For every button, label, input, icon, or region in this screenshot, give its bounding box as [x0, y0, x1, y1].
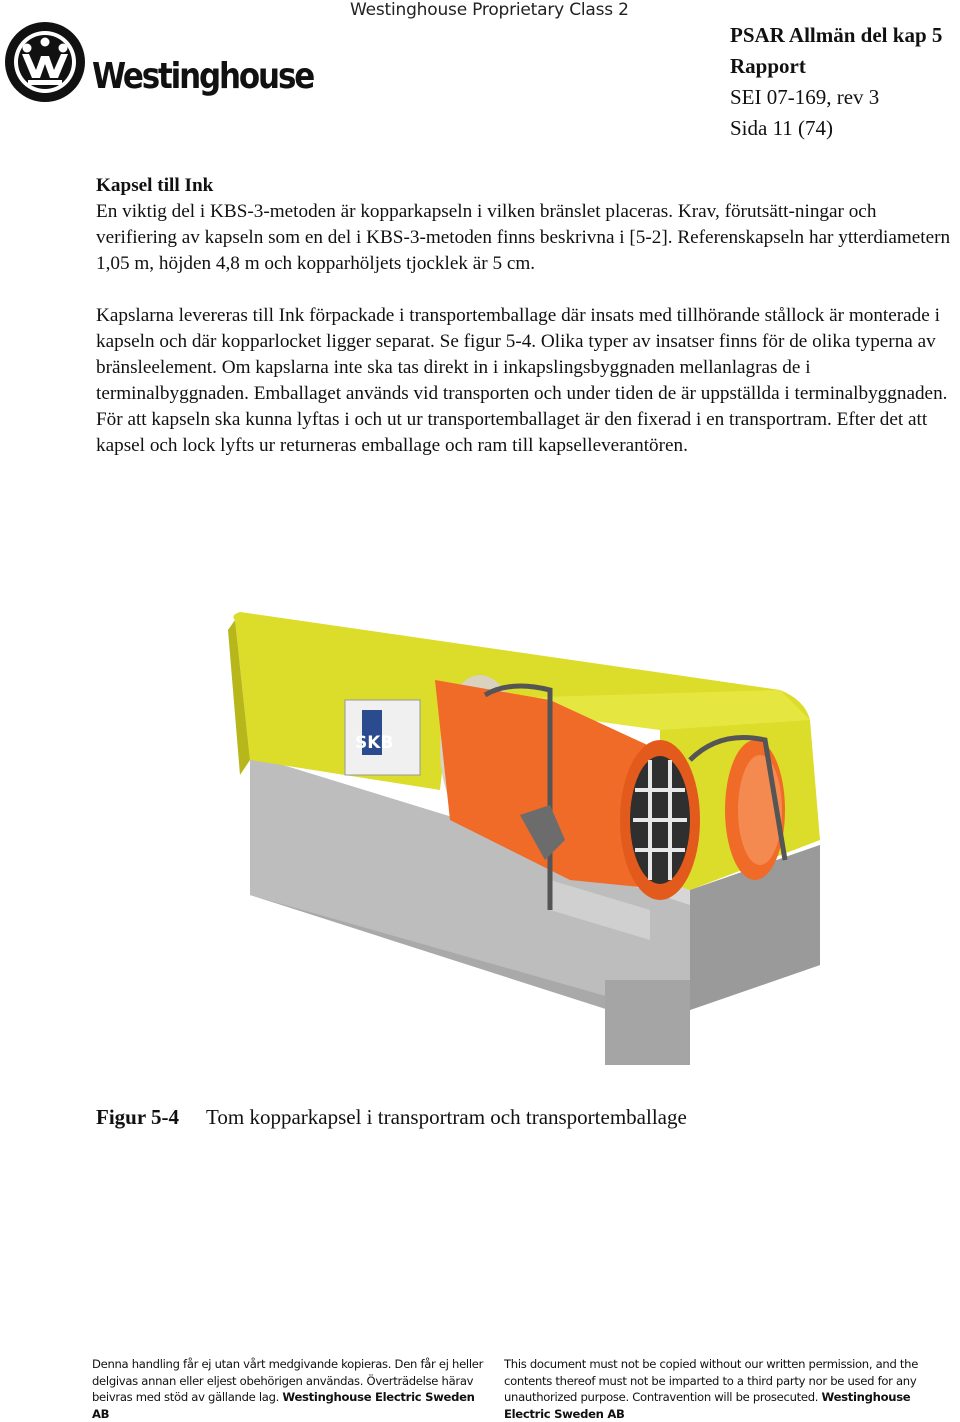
logo-wordmark: Westinghouse — [92, 56, 314, 97]
footer-sv-text: Denna handling får ej utan vårt medgivande kopieras. Den får ej heller delgivas annan eller eljest obehörigen användas. Överträdelse härav beivras med stöd av gällande lag. — [92, 1357, 484, 1404]
footer-english — [504, 1356, 954, 1422]
document-meta — [730, 20, 942, 144]
classification-label: Westinghouse Proprietary Class 2 — [350, 0, 629, 20]
canister-illustration — [220, 590, 830, 1090]
paragraph-2: Kapslarna levereras till Ink förpackade i transportemballage där insats med tillhörande stållock är monterade i kapseln och där kopparlocket ligger separat. Se figur 5-4. Olika typer av insatser finns för de olika typerna av bränsleelement. Om kapslarna inte ska tas direkt in i inkapslingsbyggnaden mellanlagras de i terminalbyggnaden. Emballaget används vid transporten och under tiden de är uppställda i terminalbyggnaden. För att kapseln ska kunna lyftas i och ut ur transportemballaget är den fixerad i en transportram. Efter det att kapsel och lock lyfts ur returneras emballage och ram till kapselleverantören. — [96, 305, 948, 456]
footer-sv-company: Westinghouse Electric Sweden AB — [92, 1390, 475, 1421]
doc-title: PSAR Allmän del kap 5 — [730, 23, 943, 47]
paragraph-1: En viktig del i KBS-3-metoden är kopparkapseln i vilken bränslet placeras. Krav, förutsätt-ningar och verifiering av kapseln som en del i KBS-3-metoden finns beskrivna i [5-2]. Referenskapseln har ytterdiametern 1,05 m, höjden 4,8 m och kopparhöljets tjocklek är 5 cm. — [96, 201, 951, 274]
westinghouse-circle-w-icon — [4, 20, 90, 106]
main-content — [96, 173, 952, 459]
doc-id: SEI 07-169, rev 3 — [730, 85, 880, 109]
footer-en-text: This document must not be copied without our written permission, and the contents thereof must not be imparted to a third party nor be used for any unauthorized purpose. Contravention will be prosecuted. — [504, 1357, 919, 1404]
figure-label: Figur 5-4 — [96, 1105, 180, 1129]
westinghouse-logo — [4, 20, 324, 106]
figure-transport-canister — [220, 590, 830, 1090]
footer-en-company: Westinghouse Electric Sweden AB — [504, 1390, 911, 1421]
footer-swedish — [92, 1356, 492, 1422]
skb-logo-text: SKB — [355, 733, 394, 753]
figure-caption-text: Tom kopparkapsel i transportram och transportemballage — [206, 1105, 687, 1129]
figure-caption — [96, 1105, 687, 1130]
section-heading: Kapsel till Ink — [96, 175, 214, 196]
page-number: Sida 11 (74) — [730, 116, 834, 140]
doc-type: Rapport — [730, 54, 806, 78]
